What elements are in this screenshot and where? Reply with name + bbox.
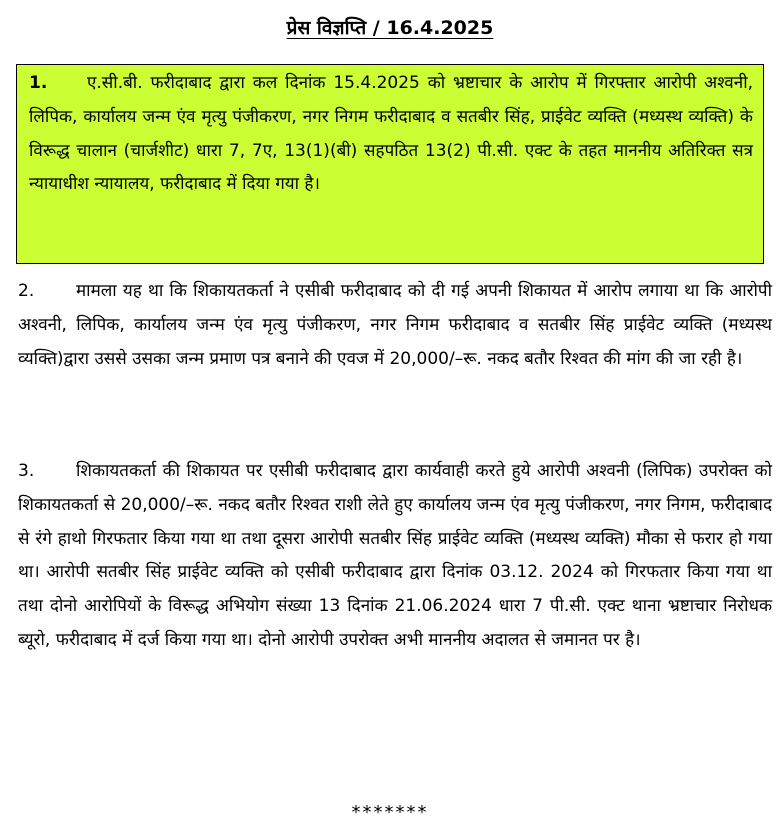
paragraph-3 [18, 455, 772, 658]
end-marker: ******* [351, 802, 429, 823]
paragraph-1 [29, 67, 753, 202]
paragraph-3-number: 3. [18, 461, 35, 481]
paragraph-2-text: मामला यह था कि शिकायतकर्ता ने एसीबी फरीदाबाद को दी गई अपनी शिकायत में आरोप लगाया था कि आरोपी अश्वनी, लिपिक, कार्यालय जन्म एंव मृत्यु पंजीकरण, नगर निगम फरीदाबाद व सतबीर सिंह प्राईवेट व्यक्ति (मध्यस्थ व्यक्ति)द्वारा उससे उसका जन्म प्रमाण पत्र बनाने की एवज में 20,000/–रू. नकद बतौर रिश्वत की मांग की जा रही है। [18, 281, 772, 369]
paragraph-2-number: 2. [18, 281, 35, 301]
paragraph-1-text: ए.सी.बी. फरीदाबाद द्वारा कल दिनांक 15.4.2025 को भ्रष्टाचार के आरोप में गिरफ्तार आरोपी अश्वनी, लिपिक, कार्यालय जन्म एंव मृत्यु पंजीकरण, नगर निगम फरीदाबाद व सतबीर सिंह, प्राईवेट व्यक्ति (मध्यस्थ व्यक्ति) के विरूद्ध चालान (चार्जशीट) धारा 7, 7ए, 13(1)(बी) सहपठित 13(2) पी.सी. एक्ट के तहत माननीय अतिरिक्त सत्र न्यायाधीश न्यायालय, फरीदाबाद में दिया गया है। [29, 73, 753, 195]
paragraph-2 [18, 275, 772, 376]
paragraph-3-text: शिकायतकर्ता की शिकायत पर एसीबी फरीदाबाद द्वारा कार्यवाही करते हुये आरोपी अश्वनी (लिपिक) उपरोक्त को शिकायतकर्ता से 20,000/–रू. नकद बतौर रिश्वत राशी लेते हुए कार्यालय जन्म एंव मृत्यु पंजीकरण, नगर निगम, फरीदाबाद से रंगे हाथो गिरफतार किया गया था तथा दूसरा आरोपी सतबीर सिंह प्राईवेट व्यक्ति (मध्यस्थ व्यक्ति) मौका से फरार हो गया था। आरोपी सतबीर सिंह प्राईवेट व्यक्ति को एसीबी फरीदाबाद द्वारा दिनांक 03.12. 2024 को गिरफतार किया गया था तथा दोनो आरोपियों के विरूद्ध अभियोग संख्या 13 दिनांक 21.06.2024 धारा 7 पी.सी. एक्ट थाना भ्रष्टाचार निरोधक ब्यूरो, फरीदाबाद में दर्ज किया गया था। दोनो आरोपी उपरोक्त अभी माननीय अदालत से जमानत पर है। [18, 461, 772, 650]
paragraph-1-number: 1. [29, 73, 48, 93]
page-title [0, 14, 780, 42]
page-title-text: प्रेस विज्ञप्ति / 16.4.2025 [286, 17, 494, 39]
highlighted-paragraph-box [16, 64, 764, 264]
